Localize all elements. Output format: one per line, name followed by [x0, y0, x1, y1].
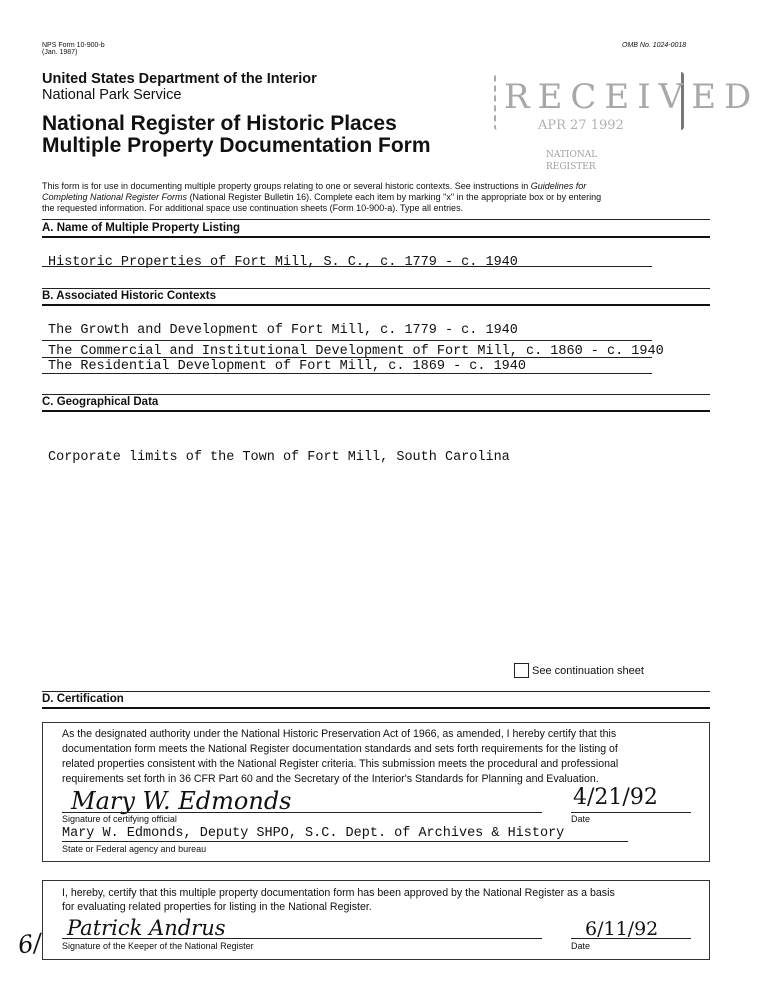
keeper-date-line	[571, 938, 691, 939]
section-a-bottom-rule	[42, 236, 710, 238]
received-stamp	[494, 72, 760, 182]
section-a-top-rule	[42, 219, 710, 220]
form-number: NPS Form 10-900-b	[42, 42, 105, 49]
section-c-bottom-rule	[42, 410, 710, 412]
department-name: United States Department of the Interior	[42, 71, 317, 87]
omb-number: OMB No. 1024-0018	[622, 42, 687, 49]
approval-line-1: I, hereby, certify that this multiple property documentation form has been approved by the National Register as a basis	[62, 887, 615, 899]
instructions-line3: the requested information. For additional space use continuation sheets (Form 10-900-a). Type all entries.	[42, 203, 464, 213]
certifying-official-signature: Mary W. Edmonds	[71, 787, 292, 815]
certification-line-3: related properties consistent with the National Register criteria. This submission meets the procedural and professional	[62, 758, 619, 770]
keeper-date-caption: Date	[571, 941, 591, 951]
instructions-line1b: Guidelines for	[530, 181, 587, 191]
context-3-underline	[42, 373, 652, 374]
agency-line	[62, 841, 628, 842]
official-signature-line	[62, 812, 542, 813]
stamp-date: APR 27 1992	[538, 118, 624, 133]
official-signature-caption: Signature of certifying official	[62, 814, 177, 824]
property-listing-underline	[42, 266, 652, 267]
historic-context-1: The Growth and Development of Fort Mill, c. 1779 - c. 1940	[48, 323, 518, 338]
historic-context-3: The Residential Development of Fort Mill, c. 1869 - c. 1940	[48, 359, 526, 374]
instructions-line2a: Completing National Register Forms	[42, 192, 188, 202]
section-c-heading: C. Geographical Data	[42, 396, 159, 408]
context-2-underline	[42, 357, 652, 358]
margin-handwritten-mark: 6/	[16, 928, 44, 960]
keeper-signature-caption: Signature of the Keeper of the National Register	[62, 941, 254, 951]
certification-line-4: requirements set forth in 36 CFR Part 60 and the Secretary of the Interior's Standards for Planning and Evaluation.	[62, 773, 599, 785]
approval-box	[42, 880, 710, 960]
stamp-received-word: RECEIVED	[504, 77, 760, 117]
continuation-sheet-label: See continuation sheet	[532, 665, 644, 677]
continuation-sheet-checkbox[interactable]	[514, 663, 529, 678]
approval-line-2: for evaluating related properties for listing in the National Register.	[62, 901, 372, 913]
certification-box	[42, 722, 710, 862]
certifying-date-handwritten: 4/21/92	[573, 785, 658, 810]
stamp-line1: NATIONAL	[546, 150, 598, 160]
historic-context-2: The Commercial and Institutional Development of Fort Mill, c. 1860 - c. 1940	[48, 344, 664, 359]
context-1-underline	[42, 340, 652, 341]
section-b-bottom-rule	[42, 304, 710, 306]
form-title-line1: National Register of Historic Places	[42, 112, 397, 135]
keeper-signature-line	[62, 938, 542, 939]
stamp-line2: REGISTER	[546, 162, 596, 172]
instructions-line1a: This form is for use in documenting multiple property groups relating to one or several historic contexts. See instructions in	[42, 181, 531, 191]
section-b-heading: B. Associated Historic Contexts	[42, 290, 217, 302]
form-date: (Jan. 1987)	[42, 49, 78, 56]
official-date-line	[571, 812, 691, 813]
section-c-top-rule	[42, 394, 710, 395]
form-instructions	[42, 181, 732, 214]
official-date-caption: Date	[571, 814, 591, 824]
keeper-date-handwritten: 6/11/92	[585, 918, 659, 940]
certification-line-1: As the designated authority under the National Historic Preservation Act of 1966, as amended, I hereby certify that this	[62, 728, 617, 740]
agency-name: National Park Service	[42, 87, 182, 103]
section-b-top-rule	[42, 288, 710, 289]
geographical-data: Corporate limits of the Town of Fort Mill, South Carolina	[48, 450, 510, 465]
section-d-top-rule	[42, 691, 710, 692]
agency-caption: State or Federal agency and bureau	[62, 844, 207, 854]
section-d-bottom-rule	[42, 707, 710, 709]
instructions-line2b: (National Register Bulletin 16). Complete each item by marking "x" in the appropriate box or by entering	[187, 192, 602, 202]
property-listing-name: Historic Properties of Fort Mill, S. C., c. 1779 - c. 1940	[48, 255, 518, 270]
keeper-signature: Patrick Andrus	[67, 916, 226, 940]
certification-line-2: documentation form meets the National Register documentation standards and sets forth requirements for the listing of	[62, 743, 618, 755]
certifying-official-name: Mary W. Edmonds, Deputy SHPO, S.C. Dept. of Archives & History	[62, 826, 565, 841]
section-a-heading: A. Name of Multiple Property Listing	[42, 222, 241, 234]
section-d-heading: D. Certification	[42, 693, 124, 705]
form-title-line2: Multiple Property Documentation Form	[42, 134, 431, 157]
